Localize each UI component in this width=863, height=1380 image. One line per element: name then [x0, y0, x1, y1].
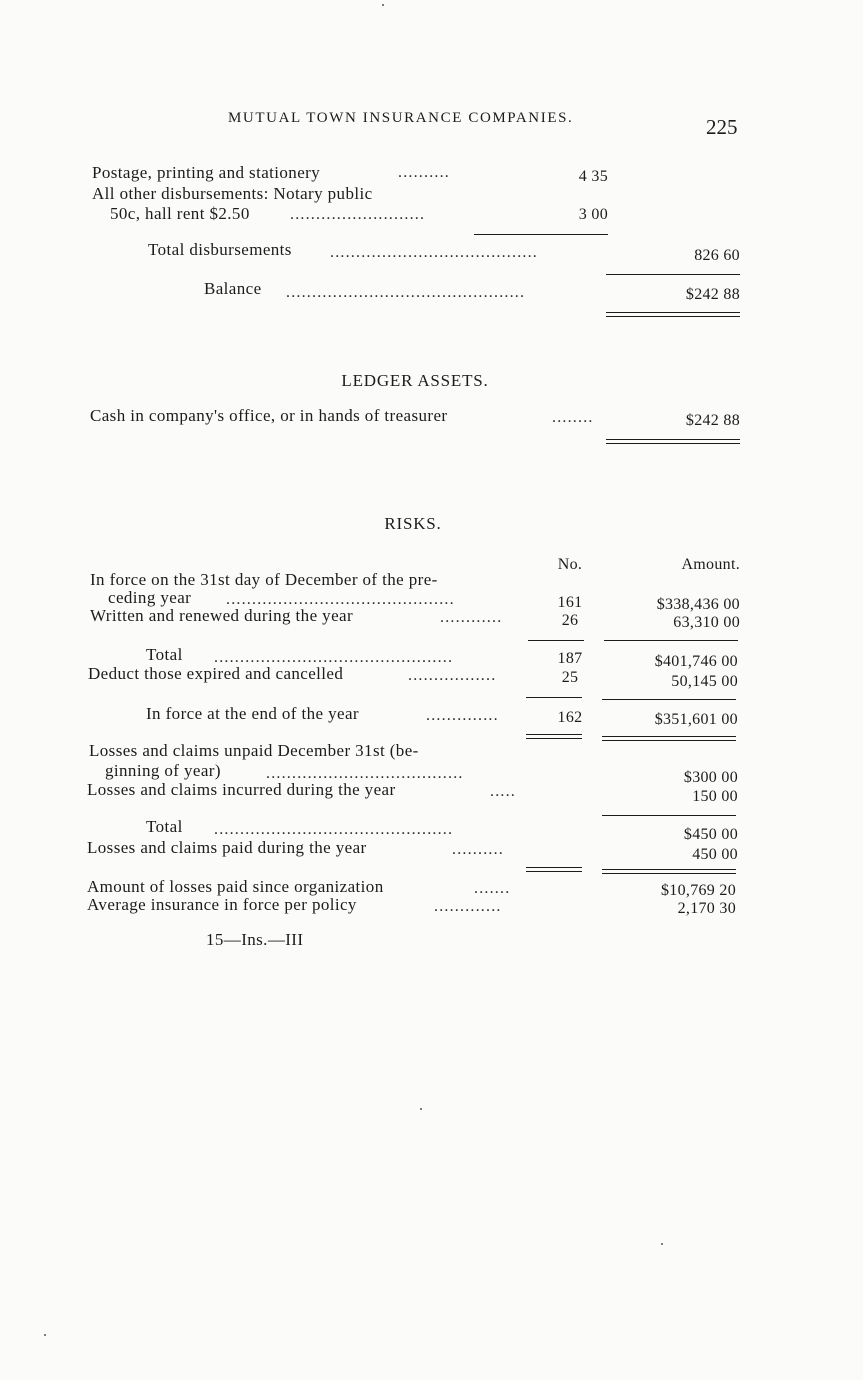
dot-leader: ..............................................: [214, 821, 454, 838]
losses-total-label: Total: [146, 817, 183, 836]
other-disbursements-label-2: 50c, hall rent $2.50: [110, 204, 250, 223]
cash-value: $242 88: [685, 412, 740, 429]
losses-unpaid-label-1: Losses and claims unpaid December 31st (be-: [89, 741, 419, 760]
rule: [528, 640, 584, 641]
rule: [526, 697, 582, 698]
postage-value: 4 35: [578, 168, 608, 185]
double-rule: [602, 869, 736, 874]
dot-leader: ......................................: [266, 765, 464, 782]
total-disbursements-label: Total disbursements: [148, 240, 292, 259]
cash-label: Cash in company's office, or in hands of treasurer: [90, 406, 448, 425]
in-force-start-label-1: In force on the 31st day of December of the pre-: [90, 570, 438, 589]
double-rule: [606, 312, 740, 317]
in-force-start-no: 161: [557, 594, 583, 611]
dot-leader: ..........: [452, 841, 504, 858]
losses-paid-amount: 450 00: [692, 846, 738, 863]
losses-unpaid-amount: $300 00: [683, 769, 738, 786]
postage-label: Postage, printing and stationery: [92, 163, 321, 182]
losses-since-organization-label: Amount of losses paid since organization: [87, 877, 384, 896]
running-title: MUTUAL TOWN INSURANCE COMPANIES.: [228, 110, 574, 126]
rule: [474, 234, 608, 235]
losses-unpaid-label-2: ginning of year): [105, 761, 221, 780]
in-force-end-label: In force at the end of the year: [146, 704, 359, 723]
deduct-label: Deduct those expired and cancelled: [88, 664, 344, 683]
printer-signature: 15—Ins.—III: [206, 930, 304, 949]
dot-leader: ..............................................: [214, 649, 454, 666]
double-rule: [526, 867, 582, 872]
risks-total-label: Total: [146, 645, 183, 664]
rule: [604, 640, 738, 641]
paper-speck: [420, 1108, 422, 1110]
losses-incurred-label: Losses and claims incurred during the year: [87, 780, 396, 799]
risks-heading: RISKS.: [384, 514, 442, 533]
balance-label: Balance: [204, 279, 262, 298]
dot-leader: ............................................: [226, 591, 455, 608]
rule: [606, 274, 740, 275]
dot-leader: .................: [408, 667, 497, 684]
dot-leader: ..............................................: [286, 284, 526, 301]
balance-value: $242 88: [685, 286, 740, 303]
column-header-no: No.: [557, 556, 583, 573]
losses-total-amount: $450 00: [683, 826, 738, 843]
dot-leader: ............: [440, 609, 503, 626]
total-disbursements-value: 826 60: [694, 247, 740, 264]
written-label: Written and renewed during the year: [90, 606, 354, 625]
average-insurance-amount: 2,170 30: [677, 900, 736, 917]
losses-incurred-amount: 150 00: [692, 788, 738, 805]
in-force-start-amount: $338,436 00: [656, 596, 740, 613]
dot-leader: ........: [552, 409, 594, 426]
rule: [602, 699, 736, 700]
rule: [602, 815, 736, 816]
dot-leader: .....: [490, 783, 516, 800]
dot-leader: ........................................: [330, 244, 538, 261]
risks-total-no: 187: [557, 650, 583, 667]
paper-speck: [661, 1243, 663, 1245]
in-force-end-no: 162: [557, 709, 583, 726]
in-force-end-amount: $351,601 00: [654, 711, 738, 728]
other-disbursements-label-1: All other disbursements: Notary public: [92, 184, 373, 203]
average-insurance-label: Average insurance in force per policy: [87, 895, 357, 914]
page-number: 225: [706, 115, 738, 139]
other-disbursements-value: 3 00: [578, 206, 608, 223]
deduct-no: 25: [561, 669, 579, 686]
written-no: 26: [561, 612, 579, 629]
risks-total-amount: $401,746 00: [654, 653, 738, 670]
written-amount: 63,310 00: [673, 614, 740, 631]
dot-leader: .......: [474, 880, 511, 897]
deduct-amount: 50,145 00: [671, 673, 738, 690]
column-header-amount: Amount.: [681, 556, 740, 573]
double-rule: [606, 439, 740, 444]
in-force-start-label-2: ceding year: [108, 588, 192, 607]
ledger-assets-heading: LEDGER ASSETS.: [341, 371, 489, 390]
double-rule: [526, 734, 582, 739]
dot-leader: ..........................: [290, 206, 426, 223]
losses-paid-label: Losses and claims paid during the year: [87, 838, 367, 857]
double-rule: [602, 736, 736, 741]
paper-speck: [44, 1334, 46, 1336]
dot-leader: ..........: [398, 164, 450, 181]
losses-since-organization-amount: $10,769 20: [661, 882, 736, 899]
dot-leader: ..............: [426, 707, 499, 724]
dot-leader: .............: [434, 898, 502, 915]
paper-speck: [382, 4, 384, 6]
